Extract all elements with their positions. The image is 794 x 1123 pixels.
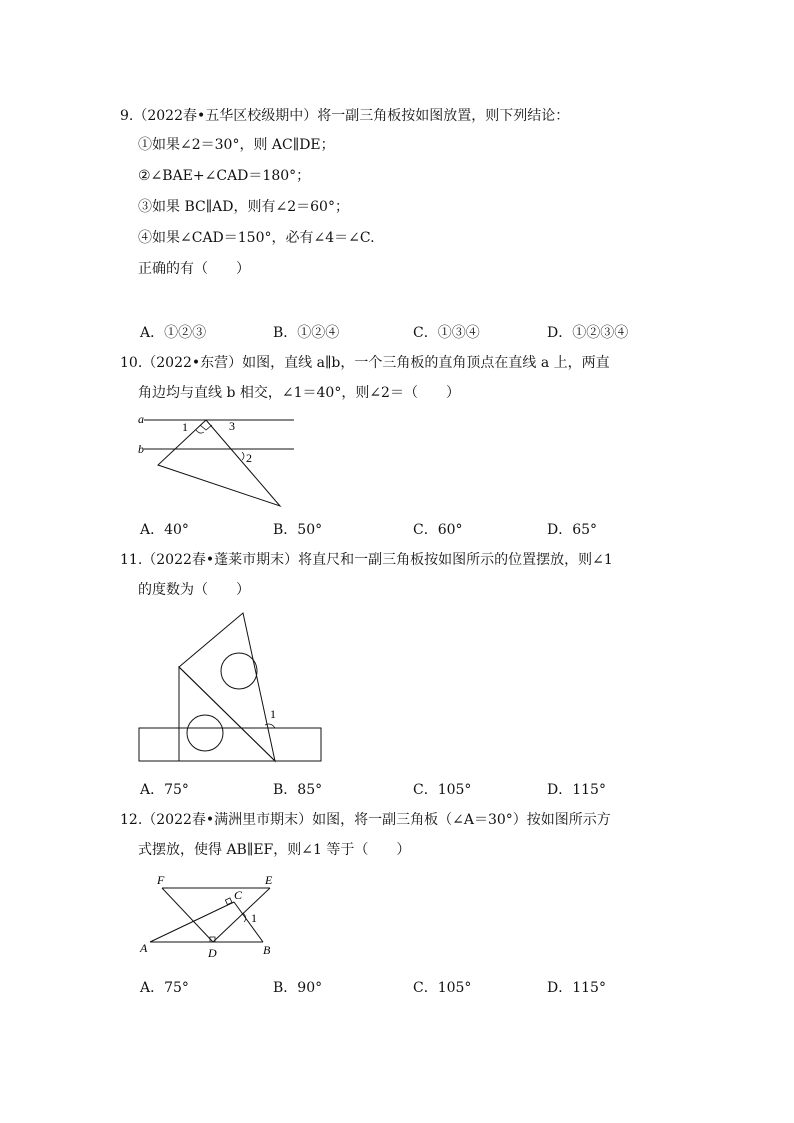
q9-item-4: ④如果∠CAD＝150°，必有∠4＝∠C. [138,230,375,246]
q10-option-d: D．65° [547,522,598,538]
label-b: b [138,442,144,456]
q9-prompt: 正确的有（ ） [138,261,250,277]
segment-AC [150,902,234,942]
q10-option-a: A．40° [140,522,189,538]
q10-figure [130,408,305,513]
triangle-hole-upper [221,653,257,689]
q11-option-c: C．105° [413,782,472,798]
q9-option-a: A．①②③ [140,325,207,341]
q12-stem-line1: 12.（2022春•满洲里市期末）如图，将一副三角板（∠A＝30°）按如图所示方 [120,812,611,828]
triangle-30-60 [179,613,275,761]
q11-stem-line2: 的度数为（ ） [138,582,250,598]
triangle-hole-lower [187,715,223,751]
label-angle-2: 2 [246,451,252,465]
label-A: A [140,941,148,955]
q9-option-b: B．①②④ [273,325,340,341]
label-D: D [208,946,217,960]
q9-item-1: ①如果∠2＝30°，则 AC∥DE； [138,137,335,153]
label-angle-1: 1 [251,911,257,925]
q11-option-a: A．75° [140,782,189,798]
q9-item-2: ②∠BAE+∠CAD＝180°； [138,168,311,184]
q12-figure [130,866,290,966]
q10-stem-line1: 10.（2022•东营）如图，直线 a∥b，一个三角板的直角顶点在直线 a 上，两直 [120,355,610,371]
q12-option-d: D．115° [547,980,606,996]
label-angle-3: 3 [229,419,235,433]
ruler [139,728,321,761]
angle-1-arc [265,724,275,728]
q11-option-d: D．115° [547,782,606,798]
q12-option-b: B．90° [273,980,323,996]
angle-2-arc [242,452,244,460]
triangle-ruler [158,420,280,506]
label-angle-1: 1 [182,420,188,434]
q12-option-c: C．105° [413,980,472,996]
label-a: a [138,412,144,426]
q10-option-b: B．50° [273,522,323,538]
q11-figure [135,608,327,768]
q11-stem-line1: 11.（2022春•蓬莱市期末）将直尺和一副三角板按如图所示的位置摆放，则∠1 [120,552,613,568]
q10-stem-line2: 角边均与直线 b 相交，∠1＝40°，则∠2＝（ ） [138,385,460,401]
label-C: C [234,888,243,902]
segment-FD [162,888,213,942]
label-B: B [263,943,271,957]
q9-stem: 9.（2022春•五华区校级期中）将一副三角板按如图放置，则下列结论： [120,108,570,124]
angle-1-arc [196,430,204,433]
q9-option-d: D．①②③④ [547,325,629,341]
q12-stem-line2: 式摆放，使得 AB∥EF，则∠1 等于（ ） [138,842,411,858]
q12-option-a: A．75° [140,980,189,996]
q9-option-c: C．①③④ [413,325,480,341]
label-E: E [265,873,273,887]
right-angle-mark [200,425,212,430]
q10-option-c: C．60° [413,522,463,538]
label-angle-1: 1 [270,707,276,721]
q9-item-3: ③如果 BC∥AD，则有∠2＝60°； [138,199,349,215]
q11-option-b: B．85° [273,782,323,798]
label-F: F [157,873,165,887]
